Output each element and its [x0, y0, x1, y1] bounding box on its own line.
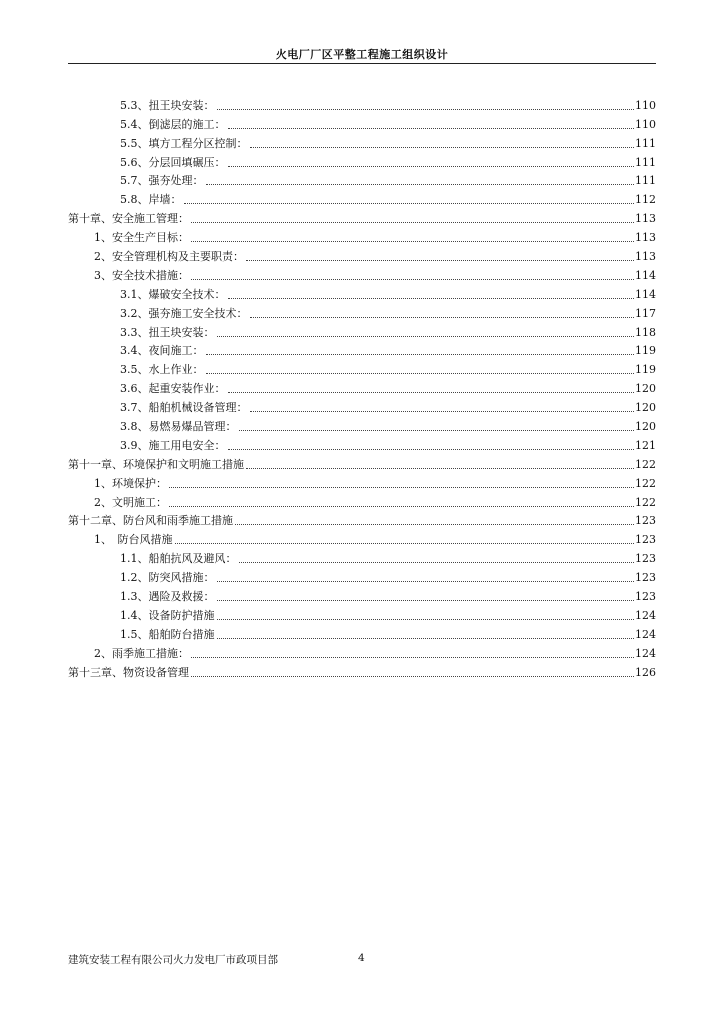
- toc-entry-page-number: 122: [635, 457, 656, 471]
- toc-entry-label: 第十一章、环境保护和文明施工措施: [68, 457, 244, 471]
- toc-entry-page-number: 113: [635, 250, 656, 264]
- footer-page-number: 4: [358, 952, 365, 964]
- toc-entry[interactable]: [68, 151, 656, 170]
- toc-dot-leader: [250, 411, 635, 412]
- toc-entry[interactable]: [68, 585, 656, 604]
- toc-dot-leader: [250, 317, 635, 318]
- toc-entry-label: 第十章、安全施工管理：: [68, 212, 189, 226]
- toc-entry-label: 2、安全管理机构及主要职责：: [94, 250, 244, 264]
- toc-dot-leader: [250, 147, 635, 148]
- toc-entry-label: 2、雨季施工措施：: [94, 646, 189, 660]
- toc-dot-leader: [217, 109, 635, 110]
- toc-entry-label: 1、环境保护：: [94, 476, 167, 490]
- toc-entry[interactable]: [68, 264, 656, 283]
- toc-dot-leader: [169, 487, 634, 488]
- toc-dot-leader: [228, 449, 635, 450]
- toc-entry-label: 3.6、起重安装作业：: [120, 382, 226, 396]
- toc-entry[interactable]: [68, 302, 656, 321]
- toc-dot-leader: [239, 562, 635, 563]
- toc-entry-page-number: 122: [635, 495, 656, 509]
- toc-entry-page-number: 123: [635, 590, 656, 604]
- toc-dot-leader: [228, 298, 635, 299]
- toc-entry[interactable]: [68, 472, 656, 491]
- footer-company-name: 建筑安装工程有限公司火力发电厂市政项目部: [68, 954, 278, 966]
- toc-entry-label: 3.3、扭王块安装：: [120, 325, 215, 339]
- toc-entry-page-number: 122: [635, 476, 656, 490]
- toc-entry-label: 3.7、船舶机械设备管理：: [120, 401, 248, 415]
- toc-entry[interactable]: [68, 396, 656, 415]
- toc-dot-leader: [239, 430, 635, 431]
- toc-dot-leader: [235, 524, 634, 525]
- toc-dot-leader: [191, 279, 634, 280]
- toc-entry-page-number: 120: [635, 420, 656, 434]
- toc-dot-leader: [217, 600, 635, 601]
- toc-dot-leader: [217, 619, 635, 620]
- toc-entry-page-number: 123: [635, 552, 656, 566]
- toc-dot-leader: [217, 336, 635, 337]
- toc-entry-page-number: 119: [635, 344, 656, 358]
- toc-entry-label: 3.4、夜间施工：: [120, 344, 204, 358]
- toc-entry-page-number: 114: [635, 268, 656, 282]
- toc-entry[interactable]: [68, 358, 656, 377]
- page-header-title: 火电厂厂区平整工程施工组织设计: [275, 48, 449, 61]
- toc-entry-label: 5.6、分层回填碾压：: [120, 155, 226, 169]
- toc-dot-leader: [228, 392, 635, 393]
- toc-dot-leader: [184, 203, 635, 204]
- toc-entry-page-number: 123: [635, 533, 656, 547]
- toc-entry-page-number: 110: [635, 98, 656, 112]
- toc-entry-page-number: 114: [635, 287, 656, 301]
- toc-dot-leader: [191, 241, 634, 242]
- toc-entry-label: 第十三章、物资设备管理: [68, 665, 189, 679]
- toc-entry[interactable]: [68, 94, 656, 113]
- toc-dot-leader: [191, 222, 634, 223]
- toc-entry[interactable]: [68, 377, 656, 396]
- toc-entry[interactable]: [68, 321, 656, 340]
- toc-entry[interactable]: [68, 623, 656, 642]
- toc-entry[interactable]: [68, 170, 656, 189]
- toc-entry-label: 3.5、水上作业：: [120, 363, 204, 377]
- toc-entry-label: 1.1、船舶抗风及避风：: [120, 552, 237, 566]
- toc-entry[interactable]: [68, 340, 656, 359]
- toc-entry-page-number: 121: [635, 438, 656, 452]
- toc-entry[interactable]: [68, 661, 656, 680]
- toc-entry-label: 5.7、强夯处理：: [120, 174, 204, 188]
- toc-entry[interactable]: [68, 415, 656, 434]
- toc-entry-label: 5.4、倒滤层的施工：: [120, 117, 226, 131]
- toc-entry-page-number: 111: [635, 174, 656, 188]
- toc-entry-page-number: 120: [635, 382, 656, 396]
- toc-entry-label: 1.3、遇险及救援：: [120, 590, 215, 604]
- toc-entry-label: 1、安全生产目标：: [94, 231, 189, 245]
- toc-entry-page-number: 124: [635, 646, 656, 660]
- toc-entry-label: 3.1、爆破安全技术：: [120, 287, 226, 301]
- toc-entry-page-number: 119: [635, 363, 656, 377]
- toc-entry-page-number: 124: [635, 608, 656, 622]
- toc-entry-page-number: 120: [635, 401, 656, 415]
- toc-entry[interactable]: [68, 188, 656, 207]
- toc-dot-leader: [228, 128, 635, 129]
- toc-entry-label: 3.8、易燃易爆品管理：: [120, 420, 237, 434]
- toc-entry[interactable]: [68, 283, 656, 302]
- toc-entry[interactable]: [68, 547, 656, 566]
- toc-entry[interactable]: [68, 132, 656, 151]
- toc-entry-label: 1、 防台风措施: [94, 533, 173, 547]
- toc-entry[interactable]: [68, 566, 656, 585]
- toc-entry-page-number: 123: [635, 514, 656, 528]
- toc-entry-label: 1.5、船舶防台措施: [120, 627, 215, 641]
- toc-entry-page-number: 113: [635, 231, 656, 245]
- toc-entry-page-number: 118: [635, 325, 656, 339]
- toc-entry-page-number: 113: [635, 212, 656, 226]
- toc-entry-label: 2、文明施工：: [94, 495, 167, 509]
- toc-entry-label: 1.2、防突风措施：: [120, 571, 215, 585]
- toc-entry-page-number: 123: [635, 571, 656, 585]
- header-divider: [68, 63, 656, 64]
- toc-dot-leader: [175, 543, 635, 544]
- toc-dot-leader: [206, 184, 635, 185]
- toc-dot-leader: [217, 581, 635, 582]
- toc-entry-page-number: 111: [635, 136, 656, 150]
- toc-entry-label: 5.8、岸墙：: [120, 193, 182, 207]
- toc-dot-leader: [246, 468, 634, 469]
- toc-dot-leader: [217, 638, 635, 639]
- toc-dot-leader: [191, 657, 634, 658]
- toc-entry[interactable]: [68, 604, 656, 623]
- toc-entry-label: 5.3、扭王块安装：: [120, 98, 215, 112]
- toc-entry-page-number: 124: [635, 627, 656, 641]
- toc-dot-leader: [228, 166, 635, 167]
- toc-entry-page-number: 111: [635, 155, 656, 169]
- toc-entry[interactable]: [68, 491, 656, 510]
- toc-entry-label: 第十二章、防台风和雨季施工措施: [68, 514, 233, 528]
- toc-entry[interactable]: [68, 528, 656, 547]
- toc-dot-leader: [169, 506, 634, 507]
- toc-entry[interactable]: [68, 245, 656, 264]
- toc-dot-leader: [206, 354, 635, 355]
- toc-entry-label: 3、安全技术措施：: [94, 268, 189, 282]
- toc-entry[interactable]: [68, 510, 656, 529]
- toc-entry[interactable]: [68, 453, 656, 472]
- toc-dot-leader: [191, 676, 634, 677]
- toc-entry-label: 5.5、填方工程分区控制：: [120, 136, 248, 150]
- toc-dot-leader: [246, 260, 634, 261]
- toc-entry[interactable]: [68, 207, 656, 226]
- toc-entry-page-number: 110: [635, 117, 656, 131]
- toc-entry-page-number: 117: [635, 306, 656, 320]
- toc-entry[interactable]: [68, 113, 656, 132]
- toc-entry-page-number: 126: [635, 665, 656, 679]
- toc-entry-label: 3.2、强夯施工安全技术：: [120, 306, 248, 320]
- table-of-contents: [68, 94, 656, 680]
- toc-entry-label: 3.9、施工用电安全：: [120, 438, 226, 452]
- toc-dot-leader: [206, 373, 635, 374]
- toc-entry-label: 1.4、设备防护措施: [120, 608, 215, 622]
- toc-entry-page-number: 112: [635, 193, 656, 207]
- toc-entry[interactable]: [68, 434, 656, 453]
- toc-entry[interactable]: [68, 226, 656, 245]
- toc-entry[interactable]: [68, 642, 656, 661]
